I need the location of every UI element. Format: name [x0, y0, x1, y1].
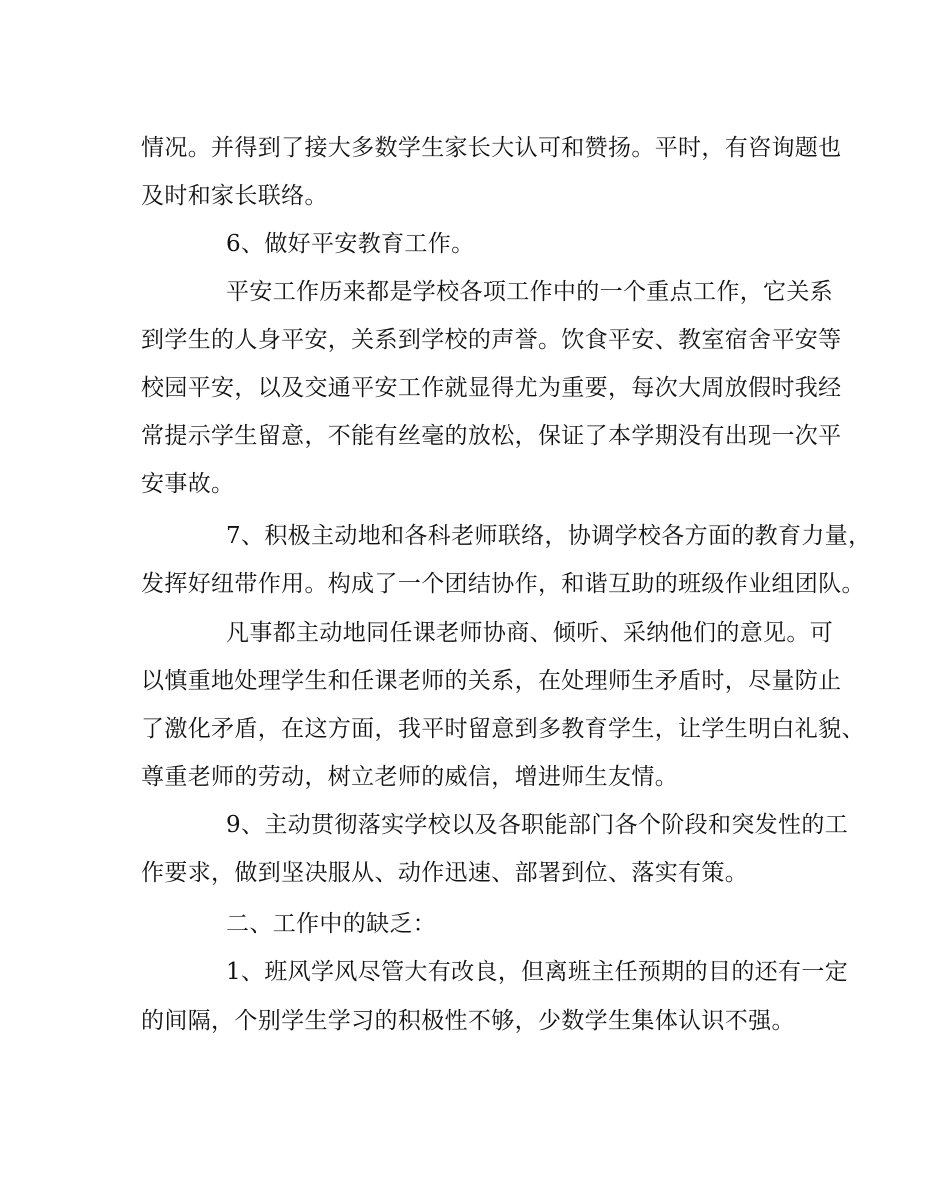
- text-line: 常提示学生留意，不能有丝毫的放松，保证了本学期没有出现一次平: [141, 423, 842, 449]
- text-line: 了激化矛盾，在这方面，我平时留意到多教育学生，让学生明白礼貌、: [141, 716, 865, 742]
- text-line: 作要求，做到坚决服从、动作迅速、部署到位、落实有策。: [141, 860, 749, 886]
- text-line: 到学生的人身平安，关系到学校的声誉。饮食平安、教室宿舍平安等: [141, 327, 842, 353]
- text-line: 6、做好平安教育工作。: [226, 231, 475, 257]
- text-line: 的间隔，个别学生学习的积极性不够，少数学生集体认识不强。: [141, 1008, 795, 1034]
- text-line: 及时和家长联络。: [141, 183, 328, 209]
- text-line: 1、班风学风尽管大有改良，但离班主任预期的目的还有一定: [226, 959, 849, 985]
- text-line: 校园平安，以及交通平安工作就显得尤为重要，每次大周放假时我经: [141, 375, 842, 401]
- text-line: 尊重老师的劳动，树立老师的威信，增进师生友情。: [141, 764, 679, 790]
- text-line: 二、工作中的缺乏：: [226, 911, 437, 937]
- text-line: 9、主动贯彻落实学校以及各职能部门各个阶段和突发性的工: [226, 812, 849, 838]
- text-line: 7、积极主动地和各科老师联络，协调学校各方面的教育力量，: [226, 523, 872, 549]
- text-line: 安事故。: [141, 471, 235, 497]
- text-line: 情况。并得到了接大多数学生家长大认可和赞扬。平时，有咨询题也: [141, 135, 842, 161]
- text-line: 发挥好纽带作用。构成了一个团结协作，和谐互助的班级作业组团队。: [141, 571, 865, 597]
- text-line: 凡事都主动地同任课老师协商、倾听、采纳他们的意见。可: [226, 620, 834, 646]
- text-line: 平安工作历来都是学校各项工作中的一个重点工作，它关系: [226, 279, 834, 305]
- text-line: 以慎重地处理学生和任课老师的关系，在处理师生矛盾时，尽量防止: [141, 668, 842, 694]
